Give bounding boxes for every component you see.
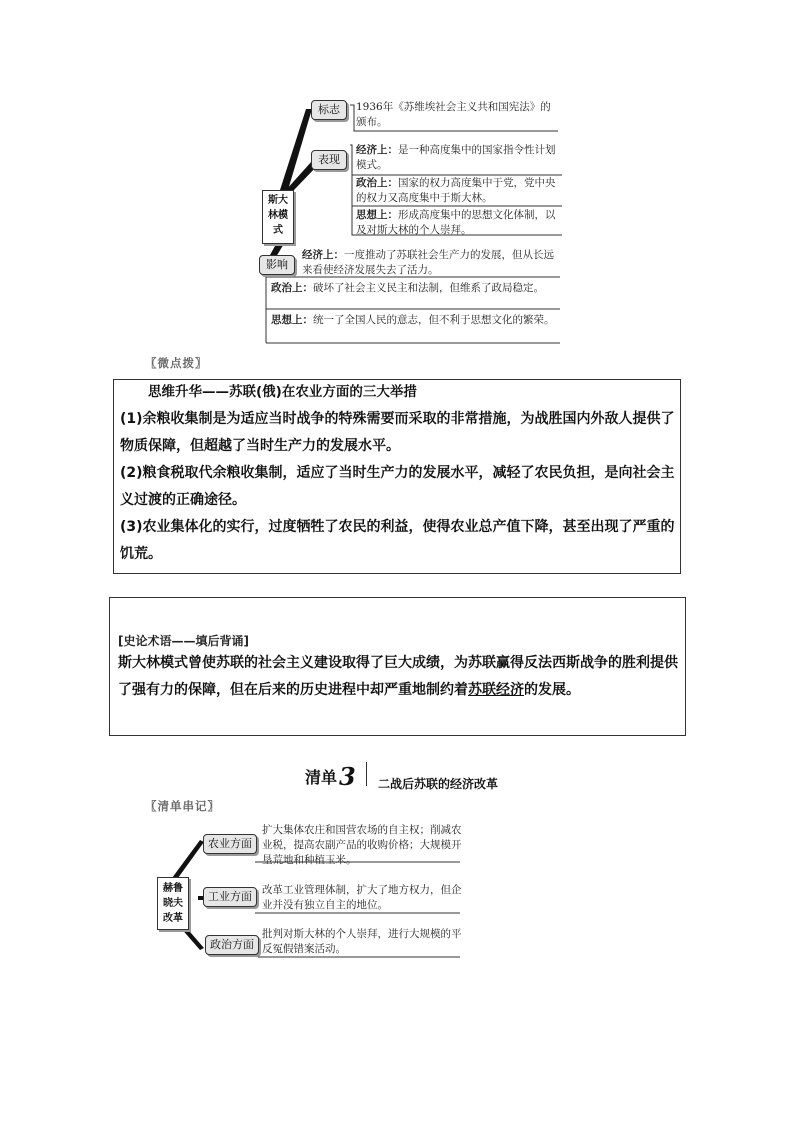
tag-biaoxian: 表现 <box>311 150 347 170</box>
weidianbo-item: (3)农业集体化的实行，过度牺牲了农民的利益，使得农业总产值下降，甚至出现了严重的饥荒。 <box>120 519 675 562</box>
center-char-line: 林模 <box>268 210 288 221</box>
biaoxian-row <box>356 143 560 173</box>
tag-politics: 政治方面 <box>205 935 259 955</box>
yingxiang-row <box>271 313 559 328</box>
center-char-line: 改革 <box>163 913 183 924</box>
center-char-line: 式 <box>273 225 283 236</box>
qingdan-heading <box>305 762 356 792</box>
politics-text: 批判对斯大林的个人崇拜，进行大规模的平反冤假错案活动。 <box>262 928 462 955</box>
biaoxian-row <box>356 176 560 206</box>
shilun-text-after: 的发展。 <box>524 682 580 698</box>
shilun-text <box>118 650 680 704</box>
tag-industry: 工业方面 <box>203 887 257 907</box>
row-head: 政治上： <box>271 282 313 294</box>
yingxiang-row <box>271 281 559 296</box>
row-head: 思想上： <box>356 209 398 221</box>
row-text: 是一种高度集中的国家指令性计划模式。 <box>356 144 556 171</box>
row-head: 经济上： <box>356 144 398 156</box>
shilun-box <box>109 597 686 736</box>
qingdan-label: 清单 <box>305 768 338 787</box>
row-text: 破坏了社会主义民主和法制，但维系了政局稳定。 <box>313 282 544 294</box>
row-head: 思想上： <box>271 314 313 326</box>
tag-yingxiang: 影响 <box>259 255 295 275</box>
weidianbo-item: (1)余粮收集制是为适应当时战争的特殊需要而采取的非常措施，为战胜国内外敌人提供了物质保障，但超越了当时生产力的发展水平。 <box>120 411 675 454</box>
diagram2-center-box <box>157 877 189 930</box>
yingxiang-row <box>302 248 560 278</box>
biaozhi-text: 1936年《苏维埃社会主义共和国宪法》的颁布。 <box>356 101 551 128</box>
row-text: 一度推动了苏联社会生产力的发展，但从长远来看使经济发展失去了活力。 <box>302 249 554 276</box>
shilun-text-before: 斯大林模式曾使苏联的社会主义建设取得了巨大成绩，为苏联赢得反法西斯战争的胜利提供了强有力的保障，但在后来的历史进程中却严重地制约着 <box>118 655 678 698</box>
center-char-line: 斯大 <box>268 195 288 206</box>
weidianbo-item: (2)粮食税取代余粮收集制，适应了当时生产力的发展水平，减轻了农民负担，是向社会主义过渡的正确途径。 <box>120 465 675 508</box>
center-char-line: 赫鲁 <box>163 883 183 894</box>
weidianbo-box <box>113 379 681 574</box>
biaoxian-row <box>356 208 560 238</box>
qingdan-sub-label: 〖清单串记〗 <box>145 799 220 813</box>
tag-agriculture: 农业方面 <box>203 834 257 854</box>
row-head: 经济上： <box>302 249 344 261</box>
shilun-title: [史论术语——填后背诵] <box>118 634 249 648</box>
diagram1-center-box <box>262 190 294 244</box>
qingdan-number: 3 <box>339 762 356 791</box>
industry-text: 改革工业管理体制，扩大了地方权力，但企业并没有独立自主的地位。 <box>262 884 462 911</box>
qingdan-title: 二战后苏联的经济改革 <box>378 777 499 791</box>
qingdan-divider <box>366 762 367 786</box>
weidianbo-title: 思维升华——苏联(俄)在农业方面的三大举措 <box>148 384 417 400</box>
row-text: 国家的权力高度集中于党，党中央的权力又高度集中于斯大林。 <box>356 177 556 204</box>
row-text: 形成高度集中的思想文化体制，以及对斯大林的个人崇拜。 <box>356 209 556 236</box>
row-text: 统一了全国人民的意志，但不利于思想文化的繁荣。 <box>313 314 555 326</box>
center-char-line: 晓夫 <box>163 898 183 909</box>
agriculture-text: 扩大集体农庄和国营农场的自主权；削减农业税，提高农副产品的收购价格；大规模开垦荒地和种植玉米。 <box>262 824 462 866</box>
shilun-underlined: 苏联经济 <box>468 682 524 698</box>
weidianbo-label: 〖微点拨〗 <box>145 356 208 370</box>
tag-biaozhi: 标志 <box>311 100 347 120</box>
row-head: 政治上： <box>356 177 398 189</box>
